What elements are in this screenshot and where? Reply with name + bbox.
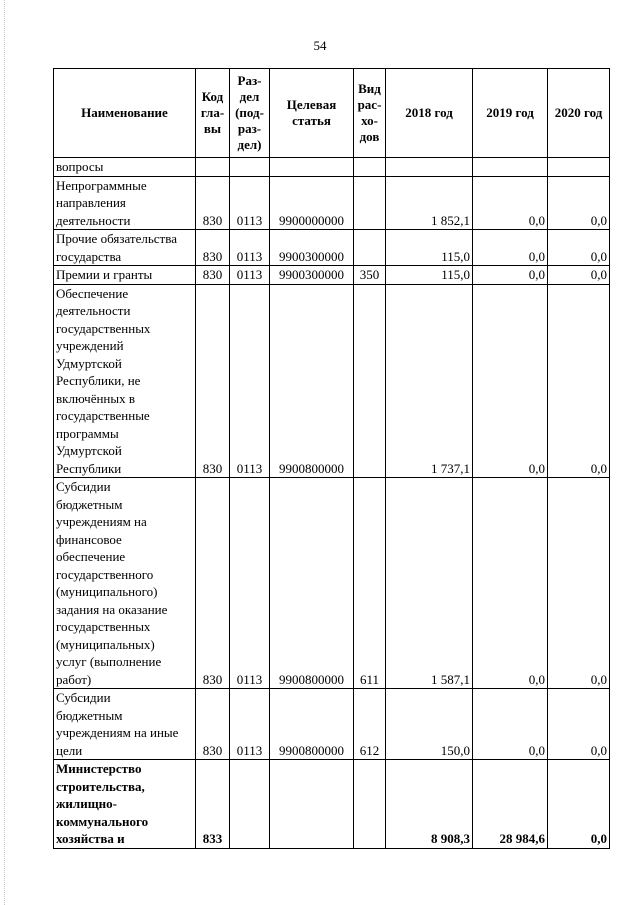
cell-name: Прочие обязательства государства [54,230,196,266]
cell-section [230,158,270,177]
budget-table [53,68,610,849]
cell-y2020: 0,0 [548,266,610,285]
cell-kind [354,158,386,177]
header-2019: 2019 год [473,69,548,158]
cell-y2018: 115,0 [386,266,473,285]
cell-article: 9900800000 [270,478,354,689]
cell-name: Субсидии бюджетным учреждениям на финансовое обеспечение государственного (муниципального) задания на оказание государственных (муниципальных) услуг (выполнение работ) [54,478,196,689]
cell-section: 0113 [230,478,270,689]
table-row [54,230,610,266]
cell-article: 9900000000 [270,176,354,230]
cell-y2018: 115,0 [386,230,473,266]
cell-y2018: 1 737,1 [386,284,473,478]
table-row [54,266,610,285]
cell-kind [354,284,386,478]
cell-article: 9900300000 [270,230,354,266]
cell-y2018: 1 852,1 [386,176,473,230]
cell-section: 0113 [230,230,270,266]
cell-code [196,158,230,177]
cell-y2018: 150,0 [386,689,473,760]
cell-y2020: 0,0 [548,760,610,849]
cell-code: 830 [196,284,230,478]
table-row [54,478,610,689]
cell-y2019: 0,0 [473,266,548,285]
cell-name: вопросы [54,158,196,177]
cell-article [270,760,354,849]
cell-article: 9900800000 [270,689,354,760]
cell-name: Министерство строительства, жилищно- коммунального хозяйства и [54,760,196,849]
cell-y2018: 8 908,3 [386,760,473,849]
header-2020: 2020 год [548,69,610,158]
cell-y2020: 0,0 [548,689,610,760]
table-row [54,689,610,760]
cell-section: 0113 [230,689,270,760]
cell-y2019 [473,158,548,177]
scan-edge-dots [4,0,5,905]
cell-code: 830 [196,176,230,230]
cell-section: 0113 [230,176,270,230]
cell-code: 833 [196,760,230,849]
cell-code: 830 [196,230,230,266]
cell-article: 9900800000 [270,284,354,478]
cell-article [270,158,354,177]
cell-y2019: 0,0 [473,284,548,478]
table-row [54,760,610,849]
cell-kind: 350 [354,266,386,285]
cell-section: 0113 [230,284,270,478]
header-kind: Вид рас- хо- дов [354,69,386,158]
cell-y2020: 0,0 [548,230,610,266]
cell-name: Премии и гранты [54,266,196,285]
cell-y2019: 0,0 [473,176,548,230]
cell-y2020 [548,158,610,177]
cell-y2020: 0,0 [548,478,610,689]
cell-y2019: 0,0 [473,230,548,266]
cell-y2018: 1 587,1 [386,478,473,689]
cell-section [230,760,270,849]
cell-y2018 [386,158,473,177]
cell-name: Непрограммные направления деятельности [54,176,196,230]
table-row [54,176,610,230]
header-name: Наименование [54,69,196,158]
cell-name: Обеспечение деятельности государственных учреждений Удмуртской Республики, не включённых в государственные программы Удмуртской Республики [54,284,196,478]
cell-name: Субсидии бюджетным учреждениям на иные цели [54,689,196,760]
page-number: 54 [313,38,327,53]
cell-y2019: 28 984,6 [473,760,548,849]
cell-kind: 612 [354,689,386,760]
cell-code: 830 [196,478,230,689]
cell-y2019: 0,0 [473,478,548,689]
cell-article: 9900300000 [270,266,354,285]
cell-y2020: 0,0 [548,284,610,478]
cell-code: 830 [196,266,230,285]
header-2018: 2018 год [386,69,473,158]
header-code: Код гла- вы [196,69,230,158]
cell-kind [354,230,386,266]
cell-kind: 611 [354,478,386,689]
header-section: Раз- дел (под- раз- дел) [230,69,270,158]
cell-y2019: 0,0 [473,689,548,760]
table-row [54,284,610,478]
cell-kind [354,176,386,230]
cell-kind [354,760,386,849]
header-row [54,69,610,158]
table-row [54,158,610,177]
cell-code: 830 [196,689,230,760]
header-article: Целевая статья [270,69,354,158]
cell-y2020: 0,0 [548,176,610,230]
cell-section: 0113 [230,266,270,285]
